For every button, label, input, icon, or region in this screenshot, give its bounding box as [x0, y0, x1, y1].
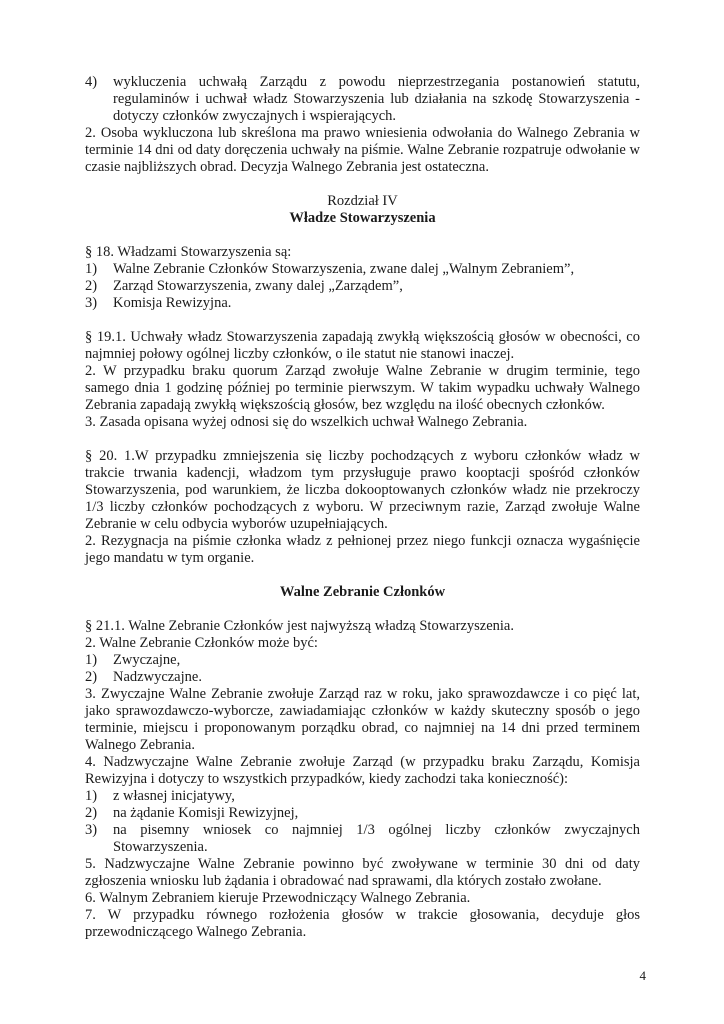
list-item-text: z własnej inicjatywy,: [113, 788, 235, 804]
list-item-text: Walne Zebranie Członków Stowarzyszenia, zwane dalej „Walnym Zebraniem”,: [113, 261, 575, 277]
document-section: [85, 74, 640, 176]
list-item: [85, 805, 640, 822]
list-item-text: Zwyczajne,: [113, 652, 181, 668]
paragraph: § 20. 1.W przypadku zmniejszenia się liczby pochodzących z wyboru członków władz w trakcie trwania kadencji, władzom tym przysługuje prawo kooptacji spośród członków Stowarzyszenia, pod warunkiem, że liczba dokooptowanych członków władz nie przekroczy 1/3 liczby członków pochodzących z wyboru. W przeciwnym razie, Zarząd zwołuje Walne Zebranie w celu odbycia wyborów uzupełniających.: [85, 448, 640, 532]
list-item-text: na żądanie Komisji Rewizyjnej,: [113, 805, 299, 821]
paragraph: 2. Walne Zebranie Członków może być:: [85, 635, 318, 651]
section-heading-line: Rozdział IV: [327, 193, 398, 209]
paragraph: 2. Osoba wykluczona lub skreślona ma prawo wniesienia odwołania do Walnego Zebrania w terminie 14 dni od daty doręczenia uchwały na piśmie. Walne Zebranie rozpatruje odwołanie w czasie najbliższych obrad. Decyzja Walnego Zebrania jest ostateczna.: [85, 125, 640, 175]
list-item-marker: 3): [85, 295, 98, 311]
section-heading-line: Walne Zebranie Członków: [279, 584, 446, 600]
paragraph: 5. Nadzwyczajne Walne Zebranie powinno być zwoływane w terminie 30 dni od daty zgłoszenia wniosku lub żądania i obradować nad sprawami, dla których zostało zwołane.: [85, 856, 640, 889]
paragraph: 3. Zwyczajne Walne Zebranie zwołuje Zarząd raz w roku, jako sprawozdawcze i co pięć lat, jako sprawozdawczo-wyborcze, zawiadamiając członków w każdy skuteczny sposób o jego terminie, miejscu i proponowanym porządku obrad, co najmniej na 14 dni przed terminem Walnego Zebrania.: [85, 686, 640, 753]
list-item-text: wykluczenia uchwałą Zarządu z powodu nieprzestrzegania postanowień statutu, regulaminów i uchwał władz Stowarzyszenia lub działania na szkodę Stowarzyszenia - dotyczy członków zwyczajnych i wspierających.: [113, 74, 640, 124]
paragraph: 4. Nadzwyczajne Walne Zebranie zwołuje Zarząd (w przypadku braku Zarządu, Komisja Rewizyjna i dotyczy to wszystkich przypadków, kiedy zachodzi taka konieczność):: [85, 754, 640, 787]
list-item-text: Nadzwyczajne.: [113, 669, 202, 685]
paragraph: 2. Rezygnacja na piśmie członka władz z pełnionej przez niego funkcji oznacza wygaśnięcie jego mandatu w tym organie.: [85, 533, 640, 566]
section-heading: [85, 193, 640, 227]
paragraph: 7. W przypadku równego rozłożenia głosów w trakcie głosowania, decyduje głos przewodniczącego Walnego Zebrania.: [85, 907, 640, 940]
list-item-marker: 4): [85, 74, 98, 90]
list-item: [85, 261, 640, 278]
list-item: [85, 278, 640, 295]
list-item: [85, 74, 640, 125]
document-section: [85, 329, 640, 431]
list-item: [85, 822, 640, 856]
paragraph: § 19.1. Uchwały władz Stowarzyszenia zapadają zwykłą większością głosów w obecności, co najmniej połowy ogólnej liczby członków, o ile statut nie stanowi inaczej.: [85, 329, 640, 362]
list-item-marker: 2): [85, 805, 98, 821]
document-section: [85, 584, 640, 941]
list-item: [85, 788, 640, 805]
paragraph: 2. W przypadku braku quorum Zarząd zwołuje Walne Zebranie w drugim terminie, tego samego dnia 1 godzinę później po terminie pierwszym. W takim wypadku uchwały Walnego Zebrania zapadają zwykłą większością głosów, bez względu na ilość obecnych członków.: [85, 363, 640, 413]
list-item-marker: 1): [85, 261, 98, 277]
page-number: 4: [639, 968, 646, 983]
list-item-text: Zarząd Stowarzyszenia, zwany dalej „Zarządem”,: [113, 278, 403, 294]
document-section: [85, 193, 640, 312]
paragraph: § 18. Władzami Stowarzyszenia są:: [85, 244, 292, 260]
list-item-marker: 2): [85, 669, 98, 685]
paragraph: § 21.1. Walne Zebranie Członków jest najwyższą władzą Stowarzyszenia.: [85, 618, 514, 634]
list-item-marker: 1): [85, 788, 98, 804]
paragraph: 3. Zasada opisana wyżej odnosi się do wszelkich uchwał Walnego Zebrania.: [85, 414, 528, 430]
list-item: [85, 669, 640, 686]
list-item-marker: 1): [85, 652, 98, 668]
list-item-marker: 3): [85, 822, 98, 838]
list-item-marker: 2): [85, 278, 98, 294]
document-content: [85, 74, 640, 941]
section-heading-line: Władze Stowarzyszenia: [289, 210, 436, 226]
document-section: [85, 448, 640, 567]
section-heading: [85, 584, 640, 601]
list-item: [85, 652, 640, 669]
list-item: [85, 295, 640, 312]
list-item-text: na pisemny wniosek co najmniej 1/3 ogólnej liczby członków zwyczajnych Stowarzyszenia.: [113, 822, 640, 855]
list-item-text: Komisja Rewizyjna.: [113, 295, 232, 311]
paragraph: 6. Walnym Zebraniem kieruje Przewodniczący Walnego Zebrania.: [85, 890, 471, 906]
